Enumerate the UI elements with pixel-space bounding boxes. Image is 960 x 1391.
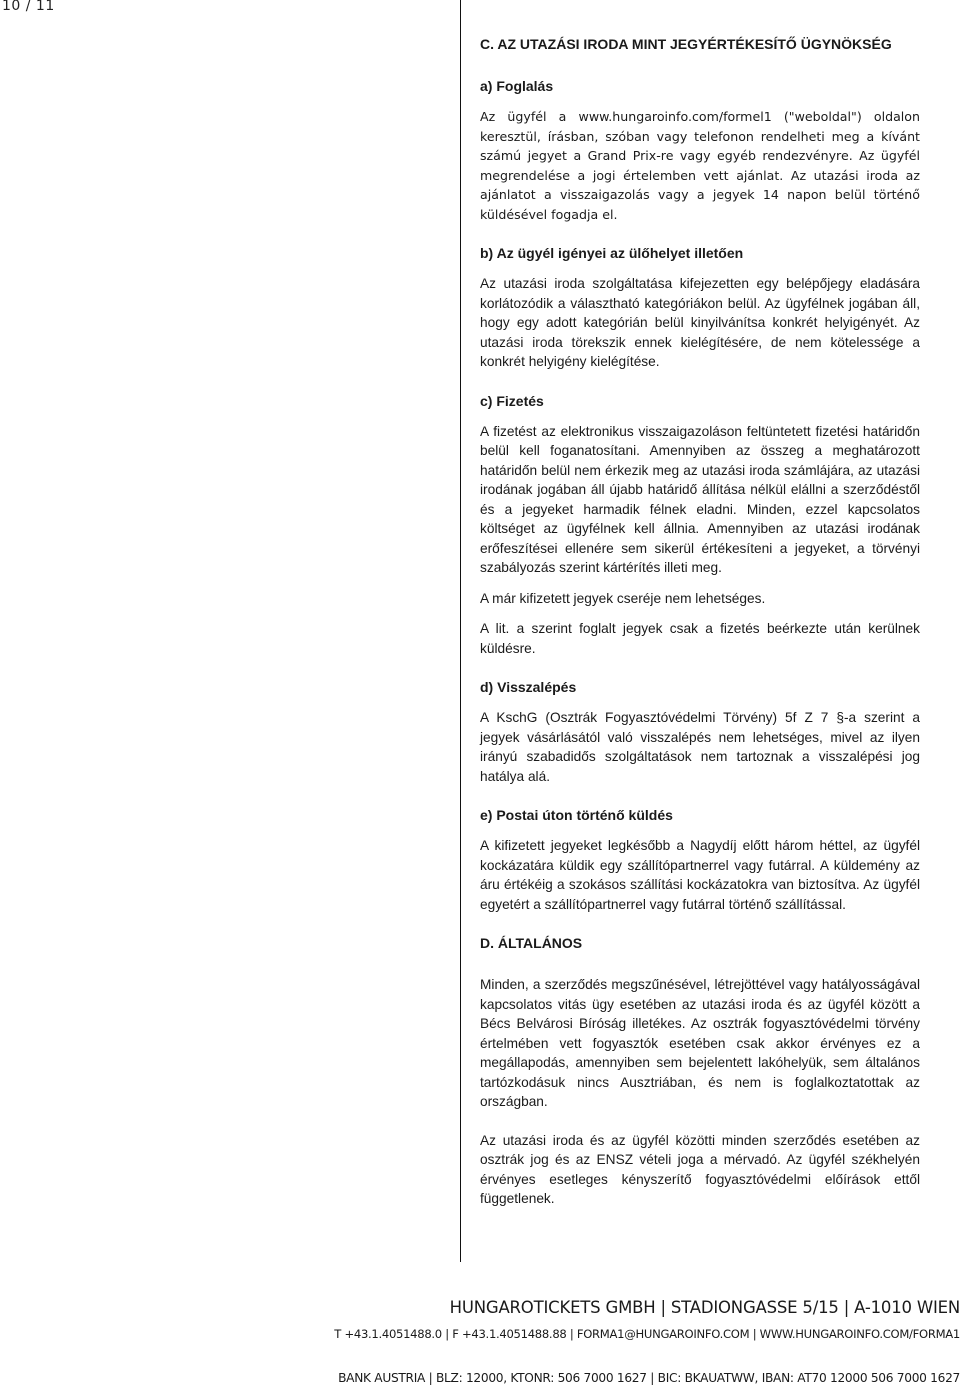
page-number: 10 / 11	[2, 0, 55, 14]
subsection-heading: a) Foglalás	[480, 78, 554, 94]
subsection-heading: c) Fizetés	[480, 392, 544, 409]
section-title: C. AZ UTAZÁSI IRODA MINT JEGYÉRTÉKESÍTŐ ÜGYNÖKSÉG	[480, 36, 892, 52]
subsection-heading: d) Visszalépés	[480, 679, 577, 695]
subsection-heading: D. ÁLTALÁNOS	[480, 935, 583, 951]
paragraph: A KschG (Osztrák Fogyasztóvédelmi Törvény) 5f Z 7 §-a szerint a jegyek vásárlásától való visszalépés nem lehetséges, mivel az ilyen irányú szabadidős szolgáltatások nem tartoznak a visszalépési jog hatálya alá.	[480, 710, 920, 784]
subsection-booking	[480, 76, 920, 224]
paragraph: Az utazási iroda szolgáltatása kifejezetten egy belépőjegy eladására korlátozódik a választható kategóriákon belül. Az ügyfélnek jogában áll, hogy egy adott kategórián belül kinyilvánítsa konkrét helyigényét. Az utazási iroda törekszik ennek kielégítésére, de nem kötelessége a konkrét helyigény kielégítése.	[480, 276, 920, 369]
vertical-divider	[460, 0, 461, 1262]
subsection-seat-requests	[480, 243, 920, 372]
subsection-heading: e) Postai úton történő küldés	[480, 807, 673, 823]
paragraph: A már kifizetett jegyek cseréje nem lehetséges.	[480, 590, 766, 606]
paragraph: Az ügyfél a www.hungaroinfo.com/formel1 ("weboldal") oldalon keresztül, írásban, szóban vagy telefonon rendelheti meg a kívánt számú jegyet a Grand Prix-re vagy egyéb rendezvényre. Az ügyfél megrendelése a jogi értelemben vett ajánlat. Az utazási iroda az ajánlatot a visszaigazolás vagy a jegyek 14 napon belül történő küldésével fogadja el.	[480, 109, 920, 222]
paragraph: A kifizetett jegyeket legkésőbb a Nagydíj előtt három héttel, az ügyfél kockázatára küldik egy szállítópartnerrel vagy futárral. A küldemény az áru értékéig a szokásos szállítási kockázatokra van biztosítva. Az ügyfél egyetért a szállítópartnerrel vagy futárral történő szállítással.	[480, 838, 920, 912]
paragraph: A fizetést az elektronikus visszaigazoláson feltüntetett fizetési határidőn belül kell foganatosítani. Amennyiben az összeg a meghatározott határidőn belül nem érkezik meg az utazási iroda számlájára, az utazási irodának jogában áll újabb határidő állítása nélkül elállni a szerződéstől és a jegyeket harmadik félnek eladni. Minden, ezzel kapcsolatos költséget az ügyfélnek kell állnia. Amennyiben az utazási irodának erőfeszítései ellenére sem sikerül értékesíteni a jegyeket, a törvényi szabályozás szerint kártérítés illeti meg.	[480, 423, 920, 575]
subsection-withdrawal	[480, 677, 920, 786]
section-general	[480, 933, 920, 1209]
subsection-payment	[480, 391, 920, 659]
footer-contact-info: T +43.1.4051488.0 | F +43.1.4051488.88 | FORMA1@HUNGAROINFO.COM | WWW.HUNGAROINFO.COM/FORMA1	[334, 1327, 960, 1341]
paragraph: Az utazási iroda és az ügyfél közötti minden szerződés esetében az osztrák jog és az ENSZ vételi joga a mérvadó. Az ügyfél székhelyén érvényes esetleges kényszerítő fogyasztóvédelmi előírások ettől függetlenek.	[480, 1132, 920, 1206]
document-body	[480, 34, 920, 1228]
subsection-heading: b) Az ügyél igényei az ülőhelyet illetően	[480, 245, 744, 261]
subsection-postal-delivery	[480, 805, 920, 914]
paragraph: Minden, a szerződés megszűnésével, létrejöttével vagy hatályosságával kapcsolatos vitás ügy esetében az utazási iroda és az ügyfél között a Bécs Belvárosi Bíróság illetékes. Az osztrák fogyasztóvédelmi törvény értelmében vett fogyasztók esetében csak akkor érvényes ez a megállapodás, amennyiben sem bejelentett lakóhelyük, sem általános tartózkodásuk nincs Ausztriában, és nem is foglalkoztatottak az országban.	[480, 977, 920, 1109]
paragraph: A lit. a szerint foglalt jegyek csak a fizetés beérkezte után kerülnek küldésre.	[480, 621, 920, 656]
footer-bank-details: BANK AUSTRIA | BLZ: 12000, KTONR: 506 7000 1627 | BIC: BKAUATWW, IBAN: AT70 12000 506 7000 1627	[338, 1371, 960, 1385]
footer-company-address: HUNGAROTICKETS GMBH | STADIONGASSE 5/15 | A-1010 WIEN	[449, 1298, 960, 1317]
